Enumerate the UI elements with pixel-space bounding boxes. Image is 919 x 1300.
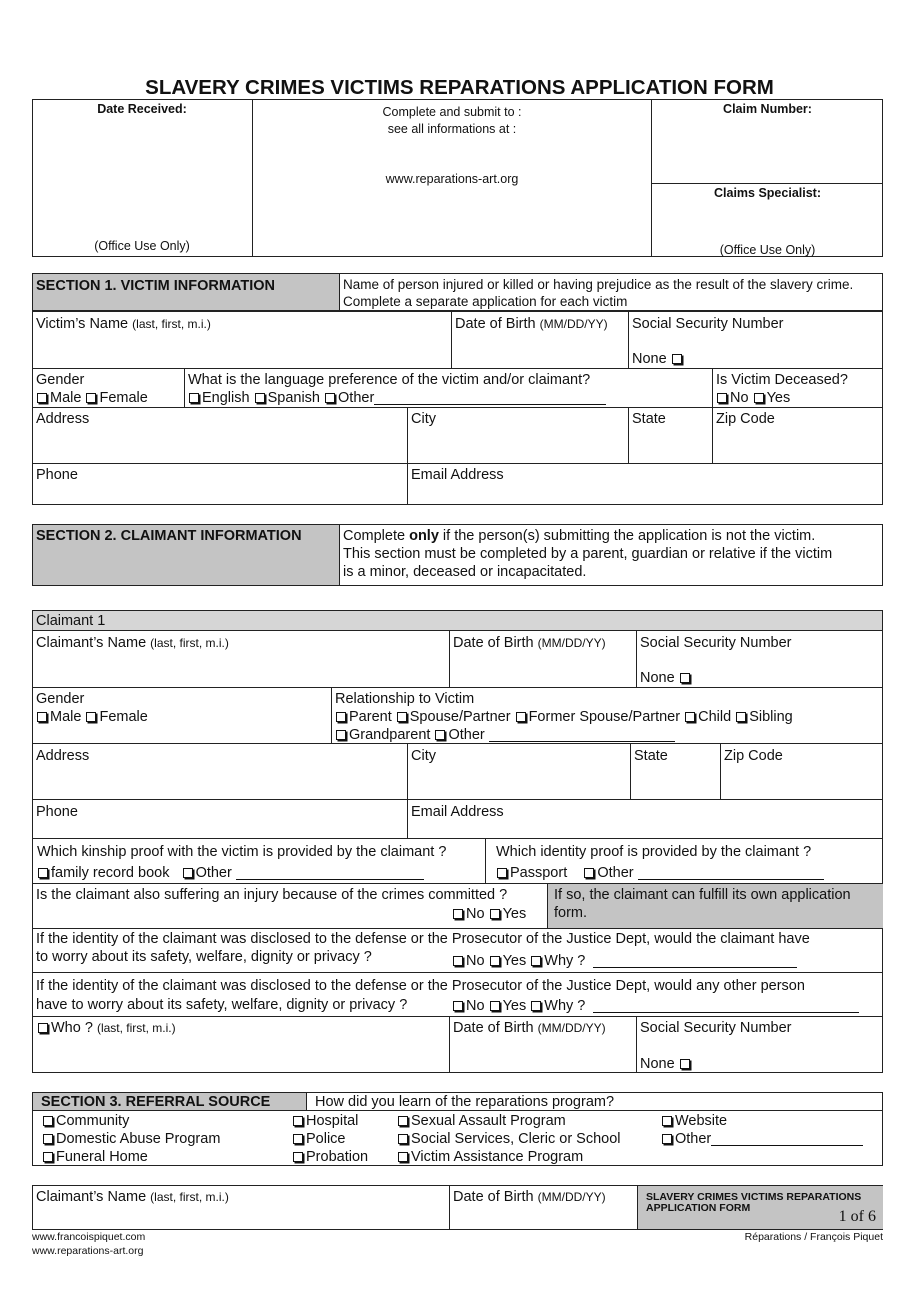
checkbox-icon[interactable] <box>497 868 507 878</box>
claims-specialist-label: Claims Specialist: <box>714 186 821 200</box>
checkbox-icon[interactable] <box>255 393 265 403</box>
referral-website[interactable]: Website <box>661 1112 727 1130</box>
victim-gender-label: Gender <box>36 372 85 388</box>
checkbox-icon[interactable] <box>293 1134 303 1144</box>
checkbox-icon[interactable] <box>680 673 690 683</box>
checkbox-icon[interactable] <box>293 1116 303 1126</box>
section1-note-2: Complete a separate application for each victim <box>343 294 628 309</box>
checkbox-icon[interactable] <box>37 712 47 722</box>
checkbox-icon[interactable] <box>37 393 47 403</box>
claimant-ssn-none[interactable]: None <box>640 669 693 687</box>
checkbox-icon[interactable] <box>662 1116 672 1126</box>
footer-credit: Réparations / François Piquet <box>744 1231 883 1243</box>
safety-options-2[interactable]: No Yes Why ? <box>452 997 859 1015</box>
victim-state-field[interactable]: State <box>632 411 666 427</box>
section2-note-1: Complete only if the person(s) submitting the application is not the victim. <box>343 528 816 544</box>
referral-probation[interactable]: Probation <box>292 1148 368 1166</box>
who-field[interactable]: Who ? (last, first, m.i.) <box>37 1019 176 1037</box>
identity-question: Which identity proof is provided by the claimant ? <box>496 844 812 860</box>
claimant-address-field[interactable]: Address <box>36 748 90 764</box>
checkbox-icon[interactable] <box>435 730 445 740</box>
office-use-right: (Office Use Only) <box>719 243 816 257</box>
referral-funeral-home[interactable]: Funeral Home <box>42 1148 148 1166</box>
office-use-left: (Office Use Only) <box>94 239 190 253</box>
checkbox-icon[interactable] <box>736 712 746 722</box>
victim-phone-field[interactable]: Phone <box>36 467 78 483</box>
checkbox-icon[interactable] <box>86 393 96 403</box>
checkbox-icon[interactable] <box>672 354 682 364</box>
language-question: What is the language preference of the victim and/or claimant? <box>188 372 591 388</box>
deceased-question: Is Victim Deceased? <box>716 372 848 388</box>
claimant-city-field[interactable]: City <box>411 748 436 764</box>
relationship-label: Relationship to Victim <box>335 691 475 707</box>
checkbox-icon[interactable] <box>680 1059 690 1069</box>
checkbox-icon[interactable] <box>490 956 500 966</box>
claimant-dob-field[interactable]: Date of Birth (MM/DD/YY) <box>453 635 606 651</box>
safety-question-1-line2: to worry about its safety, welfare, dignity or privacy ? <box>36 949 372 965</box>
referral-police[interactable]: Police <box>292 1130 346 1148</box>
claim-number-label: Claim Number: <box>723 102 812 116</box>
checkbox-icon[interactable] <box>398 1152 408 1162</box>
section3-title: SECTION 3. REFERRAL SOURCE <box>41 1094 271 1110</box>
victim-ssn-field[interactable]: Social Security Number <box>632 316 784 332</box>
language-options[interactable]: English Spanish Other <box>188 389 606 407</box>
referral-victim-assistance[interactable]: Victim Assistance Program <box>397 1148 583 1166</box>
injury-question: Is the claimant also suffering an injury because of the crimes committed ? <box>36 887 508 903</box>
footer-name-field[interactable]: Claimant’s Name (last, first, m.i.) <box>36 1189 229 1205</box>
victim-zip-field[interactable]: Zip Code <box>716 411 775 427</box>
identity-options[interactable]: Passport Other <box>496 864 824 882</box>
claimant-gender-options[interactable]: Male Female <box>36 708 148 726</box>
injury-note-1: If so, the claimant can fulfill its own application <box>554 887 851 903</box>
form-title: SLAVERY CRIMES VICTIMS REPARATIONS APPLICATION FORM <box>145 76 774 99</box>
checkbox-icon[interactable] <box>86 712 96 722</box>
referral-other[interactable]: Other <box>661 1130 863 1148</box>
checkbox-icon[interactable] <box>453 1001 463 1011</box>
victim-gender-options[interactable]: Male Female <box>36 389 148 407</box>
footer-form-title-2: APPLICATION FORM <box>646 1202 751 1214</box>
checkbox-icon[interactable] <box>336 712 346 722</box>
footer-site-1[interactable]: www.francoispiquet.com <box>32 1231 146 1243</box>
victim-dob-field[interactable]: Date of Birth (MM/DD/YY) <box>455 316 608 332</box>
checkbox-icon[interactable] <box>325 393 335 403</box>
section2-note-2: This section must be completed by a parent, guardian or relative if the victim <box>343 546 833 562</box>
section1-note-1: Name of person injured or killed or having prejudice as the result of the slavery crime. <box>343 277 854 292</box>
victim-address-field[interactable]: Address <box>36 411 90 427</box>
claimant-ssn-field[interactable]: Social Security Number <box>640 635 792 651</box>
submit-instruction-1: Complete and submit to : <box>382 105 522 119</box>
victim-city-field[interactable]: City <box>411 411 436 427</box>
checkbox-icon[interactable] <box>43 1134 53 1144</box>
footer-form-title-1: SLAVERY CRIMES VICTIMS REPARATIONS <box>646 1191 862 1203</box>
victim-name-field[interactable]: Victim’s Name (last, first, m.i.) <box>36 316 211 332</box>
checkbox-icon[interactable] <box>531 956 541 966</box>
submit-instruction-2: see all informations at : <box>387 122 517 136</box>
referral-sexual-assault[interactable]: Sexual Assault Program <box>397 1112 566 1130</box>
checkbox-icon[interactable] <box>490 909 500 919</box>
deceased-options[interactable]: No Yes <box>716 389 790 407</box>
section1-title: SECTION 1. VICTIM INFORMATION <box>36 278 275 294</box>
kinship-question: Which kinship proof with the victim is provided by the claimant ? <box>37 844 447 860</box>
checkbox-icon[interactable] <box>516 712 526 722</box>
relationship-options-1[interactable]: Parent Spouse/Partner Former Spouse/Partner Child Sibling <box>335 708 793 726</box>
safety-question-1-line1: If the identity of the claimant was disclosed to the defense or the Prosecutor of the Justice Dept, would the claimant have <box>36 931 810 947</box>
referral-community[interactable]: Community <box>42 1112 129 1130</box>
injury-options[interactable]: No Yes <box>452 905 526 923</box>
website-link[interactable]: www.reparations-art.org <box>385 172 519 186</box>
checkbox-icon[interactable] <box>453 956 463 966</box>
who-dob-field[interactable]: Date of Birth (MM/DD/YY) <box>453 1020 606 1036</box>
who-ssn-field[interactable]: Social Security Number <box>640 1020 792 1036</box>
referral-social-services[interactable]: Social Services, Cleric or School <box>397 1130 621 1148</box>
injury-note-2: form. <box>554 905 588 921</box>
checkbox-icon[interactable] <box>662 1134 672 1144</box>
checkbox-icon[interactable] <box>453 909 463 919</box>
section2-note-3: is a minor, deceased or incapacitated. <box>343 564 587 580</box>
claimant-header <box>32 610 883 631</box>
claimant-header-label: Claimant 1 <box>36 613 106 629</box>
safety-question-2-line1: If the identity of the claimant was disclosed to the defense or the Prosecutor of the Justice Dept, would any other person <box>36 978 805 994</box>
page-number: 1 of 6 <box>838 1208 876 1225</box>
checkbox-icon[interactable] <box>43 1116 53 1126</box>
safety-question-2-line2: have to worry about its safety, welfare, dignity or privacy ? <box>36 997 408 1013</box>
who-ssn-none[interactable]: None <box>640 1055 693 1073</box>
claimant-email-field[interactable]: Email Address <box>411 804 504 820</box>
victim-email-field[interactable]: Email Address <box>411 467 504 483</box>
kinship-options[interactable]: family record book Other <box>37 864 424 882</box>
checkbox-icon[interactable] <box>183 868 193 878</box>
relationship-options-2[interactable]: Grandparent Other <box>335 726 675 744</box>
checkbox-icon[interactable] <box>397 712 407 722</box>
footer-site-2[interactable]: www.reparations-art.org <box>32 1245 144 1257</box>
claimant-phone-field[interactable]: Phone <box>36 804 78 820</box>
checkbox-icon[interactable] <box>717 393 727 403</box>
checkbox-icon[interactable] <box>336 730 346 740</box>
claimant-name-field[interactable]: Claimant’s Name (last, first, m.i.) <box>36 635 229 651</box>
checkbox-icon[interactable] <box>584 868 594 878</box>
checkbox-icon[interactable] <box>398 1134 408 1144</box>
checkbox-icon[interactable] <box>43 1152 53 1162</box>
checkbox-icon[interactable] <box>398 1116 408 1126</box>
checkbox-icon[interactable] <box>531 1001 541 1011</box>
claimant-state-field[interactable]: State <box>634 748 668 764</box>
referral-domestic-abuse[interactable]: Domestic Abuse Program <box>42 1130 220 1148</box>
checkbox-icon[interactable] <box>293 1152 303 1162</box>
referral-hospital[interactable]: Hospital <box>292 1112 358 1130</box>
section2-title: SECTION 2. CLAIMANT INFORMATION <box>36 528 302 544</box>
checkbox-icon[interactable] <box>189 393 199 403</box>
claimant-zip-field[interactable]: Zip Code <box>724 748 783 764</box>
safety-options-1[interactable]: No Yes Why ? <box>452 952 797 970</box>
checkbox-icon[interactable] <box>490 1001 500 1011</box>
checkbox-icon[interactable] <box>754 393 764 403</box>
victim-ssn-none[interactable]: None <box>632 350 685 368</box>
checkbox-icon[interactable] <box>38 868 48 878</box>
footer-dob-field[interactable]: Date of Birth (MM/DD/YY) <box>453 1189 606 1205</box>
checkbox-icon[interactable] <box>685 712 695 722</box>
claimant-gender-label: Gender <box>36 691 85 707</box>
date-received-label: Date Received: <box>97 102 187 116</box>
checkbox-icon[interactable] <box>38 1023 48 1033</box>
section3-question: How did you learn of the reparations program? <box>315 1094 615 1110</box>
